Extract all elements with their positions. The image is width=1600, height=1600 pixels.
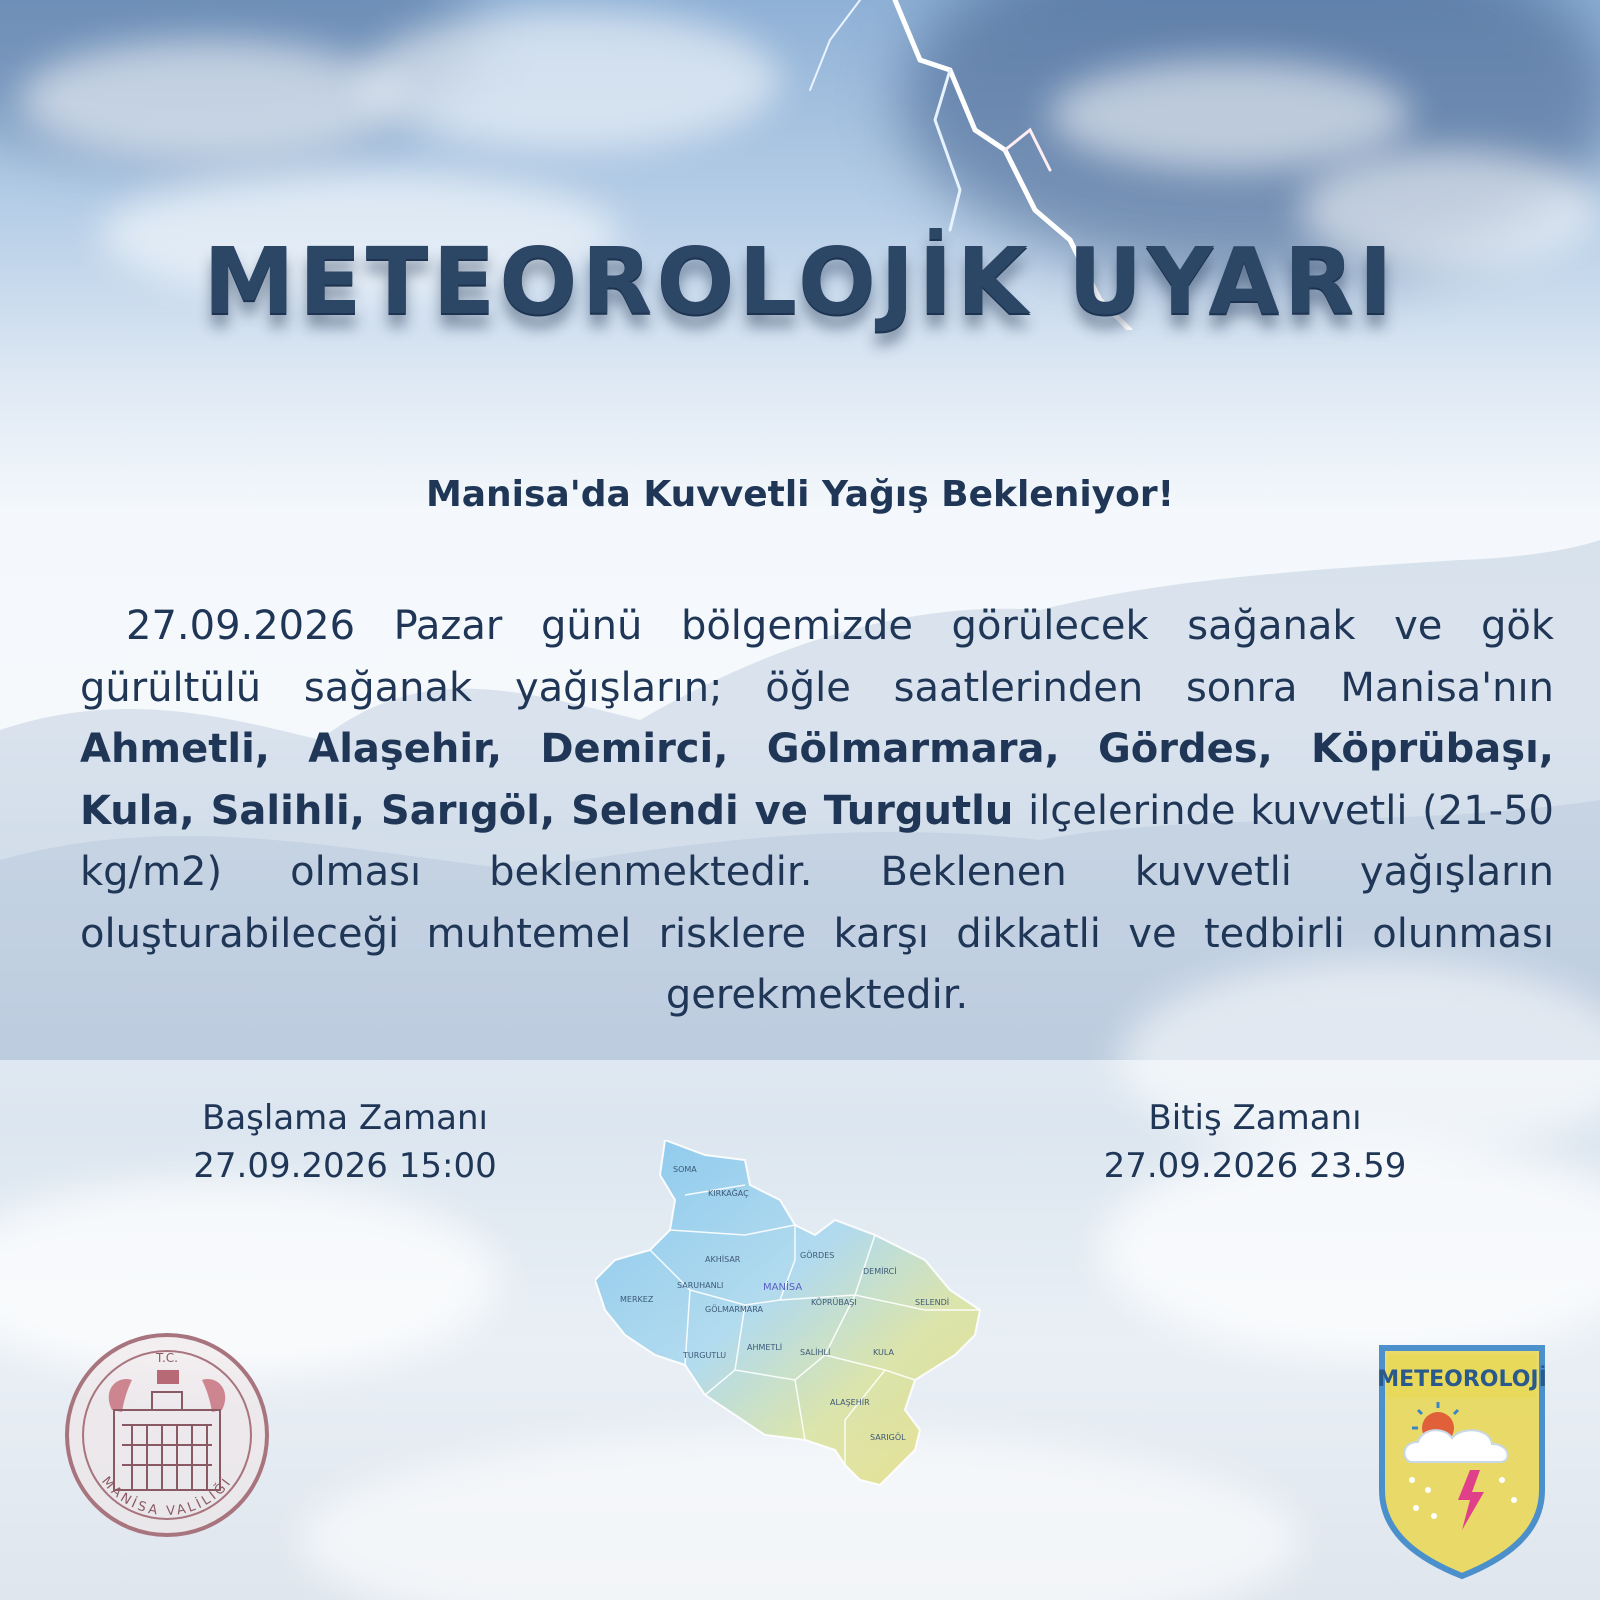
map-label-akhisar: AKHİSAR — [705, 1255, 741, 1264]
map-label-kula: KULA — [873, 1348, 894, 1357]
warning-body — [80, 596, 1554, 1027]
map-label-sarigol: SARIGÖL — [870, 1433, 906, 1442]
warning-outro: ilçelerinde kuvvetli (21-50 kg/m2) olması beklenmektedir. Beklenen kuvvetli yağışların oluşturabileceği muhtemel risklere karşı dikkatli ve tedbirli olunması gerekmektedir. — [80, 787, 1555, 1018]
warning-districts: Ahmetli, Alaşehir, Demirci, Gölmarmara, Gördes, Köprübaşı, Kula, Salihli, Sarıgöl, Selendi ve Turgutlu — [80, 726, 1554, 834]
agency-name: METEOROLOJİ — [1377, 1367, 1547, 1392]
map-label-manisa: MANİSA — [763, 1282, 803, 1293]
manisa-district-map — [595, 1140, 1015, 1510]
map-label-turgutlu: TURGUTLU — [683, 1351, 727, 1360]
map-label-kirkagac: KIRKAĞAÇ — [708, 1189, 749, 1198]
end-time-block — [1045, 1094, 1465, 1190]
subtitle: Manisa'da Kuvvetli Yağış Bekleniyor! — [425, 474, 1175, 515]
map-label-merkez: MERKEZ — [620, 1295, 654, 1304]
start-time-block — [135, 1094, 555, 1190]
map-label-golmarmara: GÖLMARMARA — [705, 1305, 763, 1314]
map-label-gordes: GÖRDES — [800, 1251, 835, 1260]
manisa-valiligi-seal — [62, 1330, 272, 1540]
start-time-label: Başlama Zamanı — [202, 1098, 488, 1138]
map-label-koprubasi: KÖPRÜBAŞI — [811, 1298, 857, 1307]
map-label-salihli: SALİHLİ — [800, 1348, 831, 1357]
end-time-label: Bitiş Zamanı — [1148, 1098, 1362, 1138]
map-label-saruhanli: SARUHANLI — [677, 1281, 724, 1290]
warning-intro: 27.09.2026 Pazar günü bölgemizde görülecek sağanak ve gök gürültülü sağanak yağışların; öğle saatlerinden sonra Manisa'nın — [80, 603, 1554, 711]
map-label-ahmetli: AHMETLİ — [747, 1343, 783, 1352]
seal-top-text: T.C. — [156, 1351, 178, 1365]
start-time-value: 27.09.2026 15:00 — [193, 1146, 497, 1186]
end-time-value: 27.09.2026 23.59 — [1103, 1146, 1407, 1186]
headline: METEOROLOJİK UYARI — [203, 228, 1397, 335]
meteoroloji-shield-logo — [1372, 1340, 1552, 1580]
seal-bottom-text: MANİSA VALİLİĞİ — [98, 1473, 236, 1520]
map-label-alasehir: ALAŞEHİR — [830, 1398, 870, 1407]
map-label-soma: SOMA — [673, 1165, 697, 1174]
map-label-selendi: SELENDİ — [915, 1298, 950, 1307]
map-label-demirci: DEMİRCİ — [863, 1267, 897, 1276]
